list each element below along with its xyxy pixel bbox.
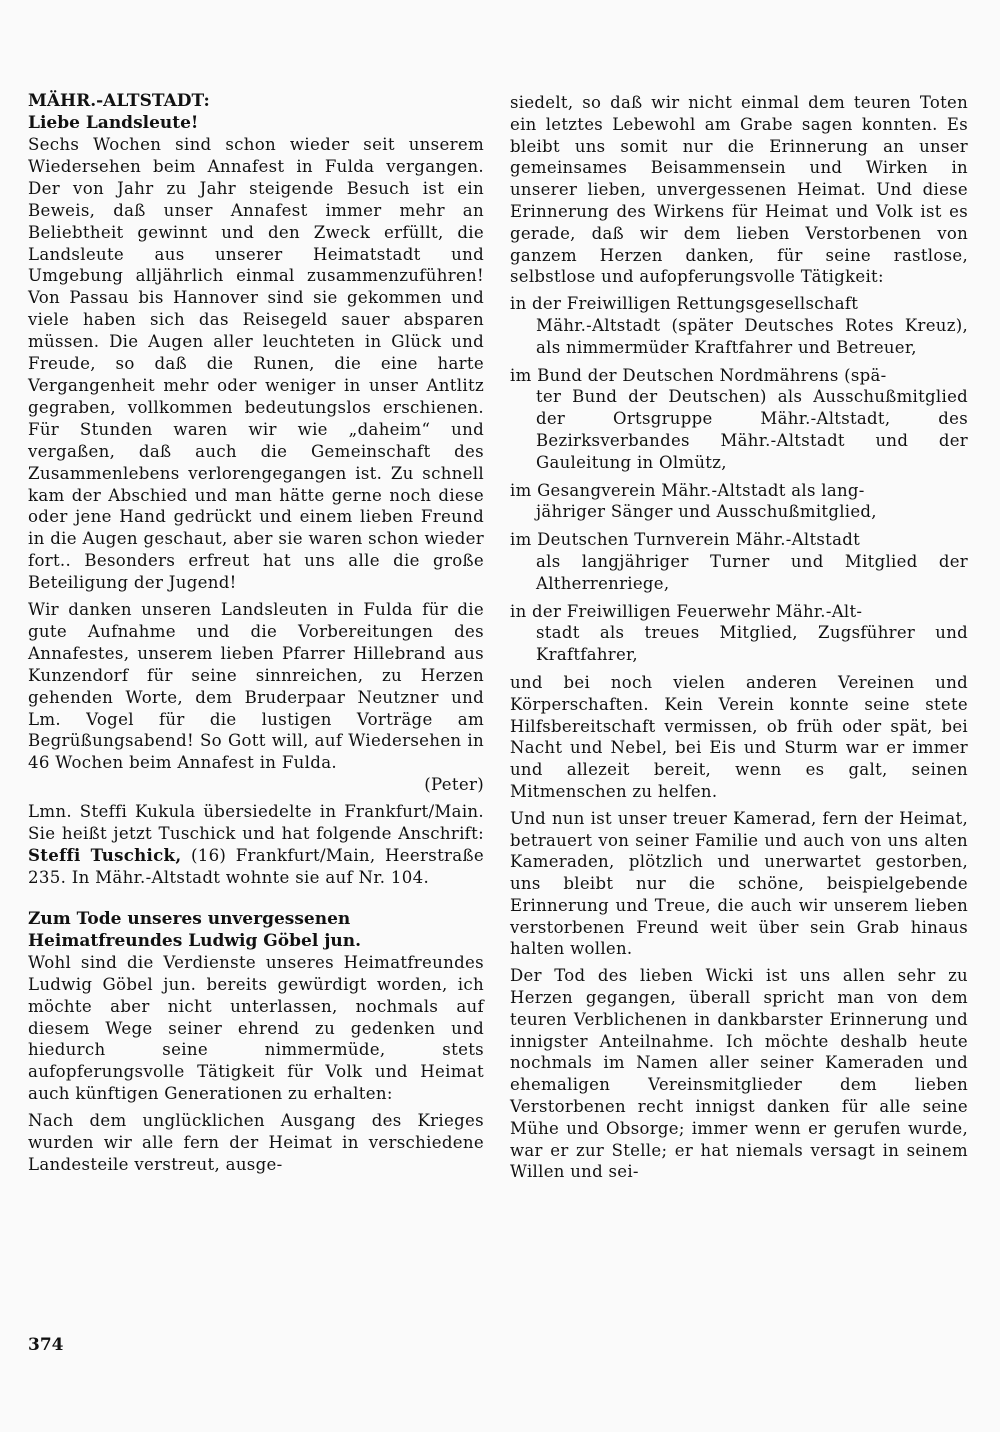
salutation: Liebe Landsleute! xyxy=(28,113,199,133)
paragraph: Wohl sind die Verdienste unseres Heimatfreundes Ludwig Göbel jun. bereits gewürdigt worden, ich möchte aber nicht unterlassen, nochmals auf diesem Wege seiner ehrend zu gedenken und hiedurch seine nimmermüde, stets aufopferungsvolle Tätigkeit für Volk und Heimat auch künftigen Generationen zu erhalten: xyxy=(28,952,484,1104)
list-item-rest: Mähr.-Altstadt (später Deutsches Rotes Kreuz), als nimmermüder Kraftfahrer und Betreuer, xyxy=(536,315,968,357)
list-item-first-line: in der Freiwilligen Feuerwehr Mähr.-Alt- xyxy=(510,601,863,621)
paragraph-text: (16) Frankfurt/Main, Heerstraße 235. In Mähr.-Altstadt wohnte sie auf Nr. 104. xyxy=(28,846,484,887)
list-item xyxy=(510,601,968,666)
list-item-rest: stadt als treues Mitglied, Zugsführer und Kraftfahrer, xyxy=(536,623,968,665)
paragraph: und bei noch vielen anderen Vereinen und Körperschaften. Kein Verein konnte seine stete Hilfsbereitschaft vermissen, ob früh oder spät, bei Nacht und Nebel, bei Eis und Sturm war er immer und allezeit bereit, wenn es galt, seinen Mitmenschen zu helfen. xyxy=(510,672,968,801)
list-item-first-line: in der Freiwilligen Rettungsgesellschaft xyxy=(510,294,859,314)
name-bold: Steffi Tuschick, xyxy=(28,845,182,865)
paragraph: Der Tod des lieben Wicki ist uns allen sehr zu Herzen gegangen, überall spricht man von dem teuren Verblichenen in dankbarster Erinnerung und innigster Anteilnahme. Ich möchte deshalb heute nochmals im Namen aller seiner Kameraden und ehemaligen Vereinsmitglieder dem lieben Verstorbenen recht innigst danken für alle seine Mühe und Obsorge; immer wenn er gerufen wurde, war er zur Stelle; er hat niemals versagt in seinem Willen und sei- xyxy=(510,966,968,1182)
paragraph-text: Lmn. Steffi Kukula übersiedelte in Frankfurt/Main. Sie heißt jetzt Tuschick und hat folgende Anschrift: xyxy=(28,802,484,844)
paragraph: Und nun ist unser treuer Kamerad, fern der Heimat, betrauert von seiner Familie und auch von uns alten Kameraden, plötzlich und unerwartet gestorben, uns bleibt nur die schöne, beispielgebende Erinnerung und Treue, die auch wir unserem lieben verstorbenen Freund weit über sein Grab hinaus halten wollen. xyxy=(510,808,968,959)
section-heading: MÄHR.-ALTSTADT: xyxy=(28,91,210,111)
list-item-rest: ter Bund der Deutschen) als Ausschußmitglied der Ortsgruppe Mähr.-Altstadt, des Bezirksverbandes Mähr.-Altstadt und der Gauleitung in Olmütz, xyxy=(536,387,968,472)
list-item xyxy=(510,480,968,524)
list-item xyxy=(510,293,968,358)
paragraph xyxy=(28,801,484,889)
paragraph: siedelt, so daß wir nicht einmal dem teuren Toten ein letztes Lebewohl am Grabe sagen konnten. Es bleibt uns somit nur die Erinnerung an unser gemeinsames Beisammensein und Wirken in unserer lieben, unvergessenen Heimat. Und diese Erinnerung des Wirkens für Heimat und Volk ist es gerade, daß wir dem lieben Verstorbenen von ganzem Herzen danken, für seine rastlose, selbstlose und aufopferungsvolle Tätigkeit: xyxy=(510,93,968,287)
paragraph: Nach dem unglücklichen Ausgang des Krieges wurden wir alle fern der Heimat in verschiedene Landesteile verstreut, ausge- xyxy=(28,1111,484,1174)
list-item-first-line: im Bund der Deutschen Nordmährens (spä- xyxy=(510,365,887,385)
paragraph: Sechs Wochen sind schon wieder seit unserem Wiedersehen beim Annafest in Fulda vergangen. Der von Jahr zu Jahr steigende Besuch ist ein Beweis, daß unser Annafest immer mehr an Beliebtheit gewinnt und den Zweck erfüllt, die Landsleute aus unserer Heimatstadt und Umgebung alljährlich einmal zusammenzuführen! Von Passau bis Hannover sind sie gekommen und viele haben sich das Reisegeld sauer absparen müssen. Die Augen aller leuchteten in Glück und Freude, so daß die Runen, die eine harte Vergangenheit mehr oder weniger in unser Antlitz gegraben, vollkommen bedeutungslos erschienen. Für Stunden waren wir wie „daheim“ und vergaßen, daß auch die Gemeinschaft des Zusammenlebens verlorengegangen ist. Zu schnell kam der Abschied und man hätte gerne noch diese oder jene Hand gedrückt und einem lieben Freund in die Augen geschaut, aber sie waren schon wieder fort.. Besonders erfreut hat uns alle die große Beteiligung der Jugend! xyxy=(28,135,484,593)
list-item-rest: als langjähriger Turner und Mitglied der Altherrenriege, xyxy=(536,551,968,593)
list-item-first-line: im Gesangverein Mähr.-Altstadt als lang- xyxy=(510,480,865,500)
spacer xyxy=(28,894,484,908)
list-item xyxy=(510,365,968,474)
signature: (Peter) xyxy=(424,775,484,795)
left-column xyxy=(28,90,484,1181)
article-heading: Zum Tode unseres unvergessenen Heimatfreundes Ludwig Göbel jun. xyxy=(28,908,362,951)
list-item-first-line: im Deutschen Turnverein Mähr.-Altstadt xyxy=(510,530,861,550)
paragraph-text: Wir danken unseren Landsleuten in Fulda für die gute Aufnahme und die Vorbereitungen des Annafestes, unserem lieben Pfarrer Hillebrand aus Kunzendorf für seine sinnreichen, zu Herzen gehenden Worte, dem Bruderpaar Neutzner und Lm. Vogel für die lustigen Vorträge am Begrüßungsabend! So Gott will, auf Wiedersehen in 46 Wochen beim Annafest in Fulda. xyxy=(28,600,484,773)
paragraph xyxy=(28,599,484,796)
list-item-rest: jähriger Sänger und Ausschußmitglied, xyxy=(536,502,877,522)
page-number: 374 xyxy=(28,1335,64,1355)
right-column xyxy=(510,92,968,1188)
list-item xyxy=(510,529,968,594)
